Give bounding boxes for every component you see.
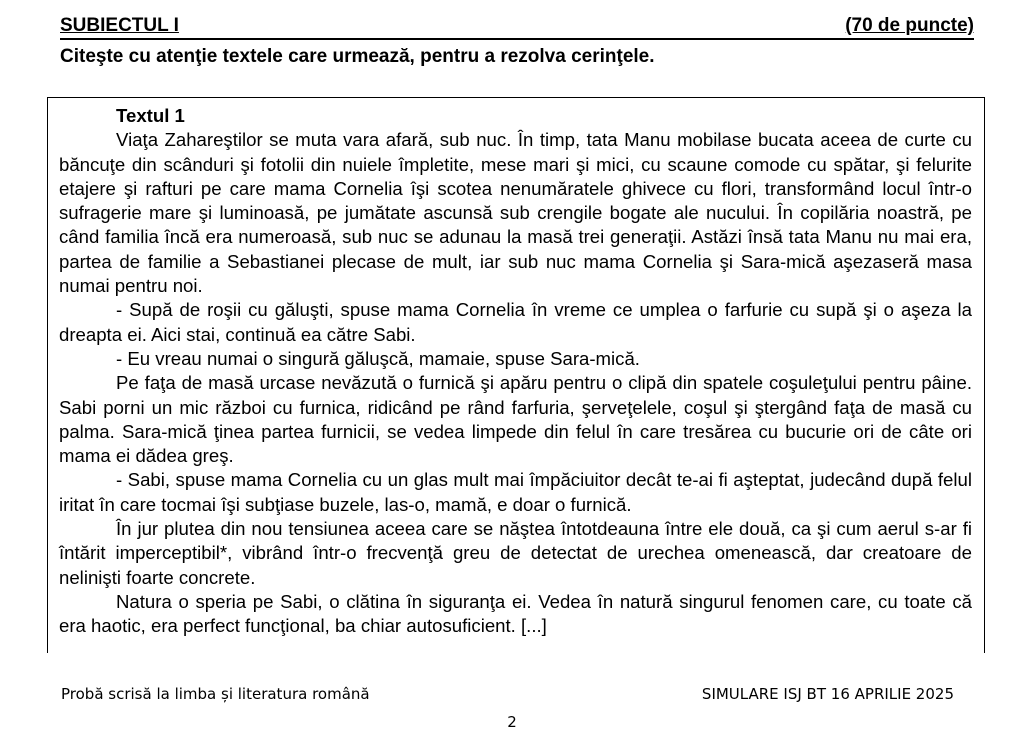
text-box bbox=[47, 97, 985, 653]
paragraph: - Eu vreau numai o singură găluşcă, mamaie, spuse Sara-mică. bbox=[116, 347, 640, 369]
text-content bbox=[59, 104, 972, 639]
subject-header bbox=[60, 14, 974, 40]
paragraph: Natura o speria pe Sabi, o clătina în siguranţa ei. Vedea în natură singurul fenomen care, cu toate că era haotic, era perfect funcţional, ba chiar autosuficient. [...] bbox=[59, 590, 972, 637]
page-number: 2 bbox=[507, 713, 517, 731]
footer-simulation: SIMULARE ISJ BT 16 APRILIE 2025 bbox=[701, 685, 954, 703]
paragraph: Viaţa Zahareştilor se muta vara afară, sub nuc. În timp, tata Manu mobilase bucata aceea de curte cu băncuţe din scânduri şi fotolii din nuiele împletite, mese mari şi mici, cu scaune comode cu spătar, şi felurite etajere şi rafturi pe care mama Cornelia îşi scotea nenumăratele ghivece cu flori, transformând locul într-o sufragerie mare şi luminoasă, pe jumătate ascunsă sub crengile bogate ale nucului. În copilăria noastră, pe când familia încă era numeroasă, sub nuc se adunau la masă trei generaţii. Astăzi însă tata Manu nu mai era, partea de familie a Sebastianei plecase de mult, iar sub nuc mama Cornelia şi Sara-mică aşezaseră masa numai pentru noi. bbox=[59, 129, 972, 297]
paragraph: În jur plutea din nou tensiunea aceea care se năştea întotdeauna între ele două, ca şi cum aerul s-ar fi întărit imperceptibil*, vibrând într-o frecvenţă greu de detectat de urechea omenească, dar creatoare de nelinişti foarte concrete. bbox=[59, 518, 972, 588]
footer-exam-name: Probă scrisă la limba și literatura română bbox=[61, 685, 370, 703]
paragraph: - Sabi, spuse mama Cornelia cu un glas mult mai împăciuitor decât te-ai fi aşteptat, judecând după felul iritat în care tocmai îşi subţiase buzele, las-o, mamă, e doar o furnică. bbox=[59, 469, 972, 515]
text-title: Textul 1 bbox=[116, 105, 185, 126]
subject-title: SUBIECTUL I bbox=[60, 15, 179, 36]
paragraph: - Supă de roşii cu găluşti, spuse mama Cornelia în vreme ce umplea o farfurie cu supă şi o aşeza la dreapta ei. Aici stai, continuă ea către Sabi. bbox=[59, 299, 972, 345]
instruction-text: Citeşte cu atenţie textele care urmează, pentru a rezolva cerinţele. bbox=[60, 46, 655, 67]
subject-points: (70 de puncte) bbox=[845, 15, 974, 36]
paragraph: Pe faţa de masă urcase nevăzută o furnică şi apăru pentru o clipă din spatele coşuleţului pentru pâine. Sabi porni un mic război cu furnica, ridicând pe rând farfuria, şerveţelele, coşul şi ştergând faţa de masă cu palma. Sara-mică ţinea partea furnicii, se vedea limpede din felul în care tresărea cu bucurie ori de câte ori mama ei dădea greş. bbox=[59, 372, 972, 467]
